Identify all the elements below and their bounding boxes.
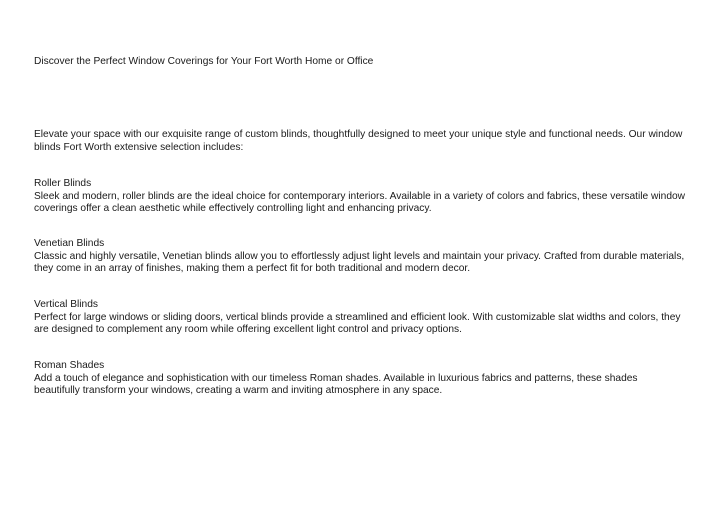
item-heading: Venetian Blinds [34,238,105,249]
item-description: Classic and highly versatile, Venetian blinds allow you to effortlessly adjust light levels and maintain your privacy. Crafted from durable materials, they come in an array of finishes, making them a perfect fit for both traditional and modern decor. [34,250,685,275]
item-heading: Roman Shades [34,360,105,371]
item-description: Add a touch of elegance and sophistication with our timeless Roman shades. Available in luxurious fabrics and patterns, these shades beautifully transform your windows, creating a warm and inviting atmosphere in any space. [34,372,638,397]
item-heading: Roller Blinds [34,178,92,189]
intro-paragraph: Elevate your space with our exquisite range of custom blinds, thoughtfully designed to meet your unique style and functional needs. Our window blinds Fort Worth extensive selection includes: [34,129,683,153]
list-item-venetian-blinds [34,238,686,276]
page-title: Discover the Perfect Window Coverings for Your Fort Worth Home or Office [34,56,374,67]
item-description: Sleek and modern, roller blinds are the ideal choice for contemporary interiors. Available in a variety of colors and fabrics, these versatile window coverings offer a clean aesthetic while effectively controlling light and enhancing privacy. [34,190,686,215]
list-item-vertical-blinds [34,299,686,337]
item-description: Perfect for large windows or sliding doors, vertical blinds provide a streamlined and efficient look. With customizable slat widths and colors, they are designed to complement any room while offering excellent light control and privacy options. [34,311,681,336]
list-item-roman-shades [34,360,686,398]
item-heading: Vertical Blinds [34,299,98,310]
list-item-roller-blinds [34,178,686,216]
